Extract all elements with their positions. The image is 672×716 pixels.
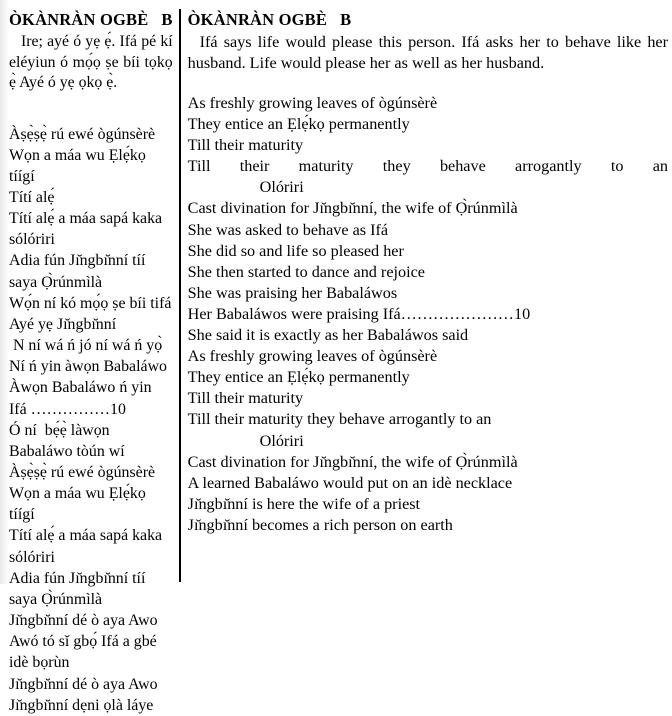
verse-line: Jı̆ngbı̆nní is here the wife of a priest <box>187 494 421 513</box>
verse-line: She then started to dance and rejoice <box>187 262 425 281</box>
verse-line: They entice an Ẹlẹ́kọ permanently <box>187 368 410 387</box>
verse-line: Till their maturity <box>187 136 304 155</box>
right-column-heading: ÒKÀNRÀN OGBÈ B <box>187 10 352 29</box>
verse-line: Olóriri <box>259 178 304 197</box>
verse-line: Adia fún Jı̆ngbı̆nní tíí saya Ọ̀rúnmìlà <box>9 252 150 291</box>
verse-line: Ní ń yin àwọn Babaláwo <box>9 358 167 376</box>
right-column-verse-lines <box>188 93 668 536</box>
verse-line: Títí alẹ́ a máa sapá kaka sólóriri <box>9 210 167 249</box>
verse-line: As freshly growing leaves of ògúnsèrè <box>187 347 438 366</box>
left-column-intro-paragraph: Ire; ayé ó yẹ ẹ́. Ifá pé kí eléyiun ó mọ́ọ ṣe bíi tọkọ ẹ̀ Ayé ó yẹ ọkọ ẹ̀. <box>9 33 173 91</box>
verse-line: Títí alẹ́ <box>9 188 55 206</box>
verse-line: As freshly growing leaves of ògúnsèrè <box>187 94 438 112</box>
right-column-english <box>181 0 672 584</box>
verse-line: She was praising her Babaláwos <box>187 283 398 302</box>
verse-line: Àwọn Babaláwo ń yin Ifá ……………10 <box>9 379 156 418</box>
verse-line: She said it is exactly as her Babaláwos said <box>187 326 469 345</box>
verse-line: Jı̆ngbı̆nní becomes a rich person on earth <box>187 515 453 534</box>
verse-line: Jı̆ngbı̆nní dẹni ọlà láye <box>9 696 154 714</box>
verse-line: Adia fún Jı̆ngbı̆nní tíí saya Ọ̀rúnmìlà <box>9 569 150 608</box>
verse-line: Till their maturity they behave arrogantly to an <box>187 410 492 429</box>
verse-line: Cast divination for Jı̆ngbı̆nní, the wife of Ọ̀rúnmìlà <box>187 452 518 471</box>
verse-line: Àṣẹ̀ṣẹ̀ rú ewé ògúnsèrè <box>9 464 156 481</box>
verse-line: Jı̆ngbı̆nní dé ò aya Awo <box>9 612 158 630</box>
verse-line: Olóriri <box>259 431 304 450</box>
verse-line: N ní wá ń jó ní wá ń yọ̀ <box>9 337 163 355</box>
right-column-paragraph-gap <box>188 73 668 93</box>
verse-line: Cast divination for Jı̆ngbı̆nní, the wife of Ọ̀rúnmìlà <box>187 199 518 218</box>
left-column-heading: ÒKÀNRÀN OGBÈ B <box>9 10 173 29</box>
right-column-intro-paragraph: Ifá says life would please this person. Ifá asks her to behave like her husband. Life would please her as well as her husband. <box>187 33 668 72</box>
verse-line: Jı̆ngbı̆nní dé ò aya Awo <box>9 675 158 693</box>
verse-line: Awó tó sǐ gbọ́ Ifá a gbé idè bọrùn <box>9 633 161 672</box>
left-column-paragraph-gap <box>9 94 173 124</box>
verse-line: Ó ní bẹ́ẹ̀ làwọn Babaláwo tòún wí <box>9 421 125 460</box>
verse-line: Ayé yẹ Jı̆ngbı̆nní <box>9 315 117 333</box>
left-column-yoruba <box>0 0 179 714</box>
verse-line: They entice an Ẹlẹ́kọ permanently <box>187 115 410 134</box>
verse-line: Wọ́n ní kó mọ́ọ ṣe bíi tifá <box>9 294 172 312</box>
verse-line: She did so and life so pleased her <box>187 241 404 260</box>
verse-line: Títí alẹ́ a máa sapá kaka sólóriri <box>9 527 167 566</box>
verse-line: Her Babaláwos were praising Ifá…………………10 <box>187 304 531 323</box>
verse-line: Àṣẹ̀ṣẹ̀ rú ewé ògúnsèrè <box>9 125 156 143</box>
left-column-verse-lines <box>9 124 173 716</box>
verse-line: A learned Babaláwo would put on an idè necklace <box>187 473 513 492</box>
verse-line: Till their maturity they behave arrogantly to an <box>187 157 668 176</box>
verse-line: Wọn a máa wu Ẹlẹ́kọ tíígí <box>9 146 150 185</box>
verse-line: Wọn a máa wu Ẹlẹ́kọ tíígí <box>9 485 150 524</box>
verse-line: She was asked to behave as Ifá <box>187 220 389 239</box>
verse-line: Till their maturity <box>187 389 304 408</box>
